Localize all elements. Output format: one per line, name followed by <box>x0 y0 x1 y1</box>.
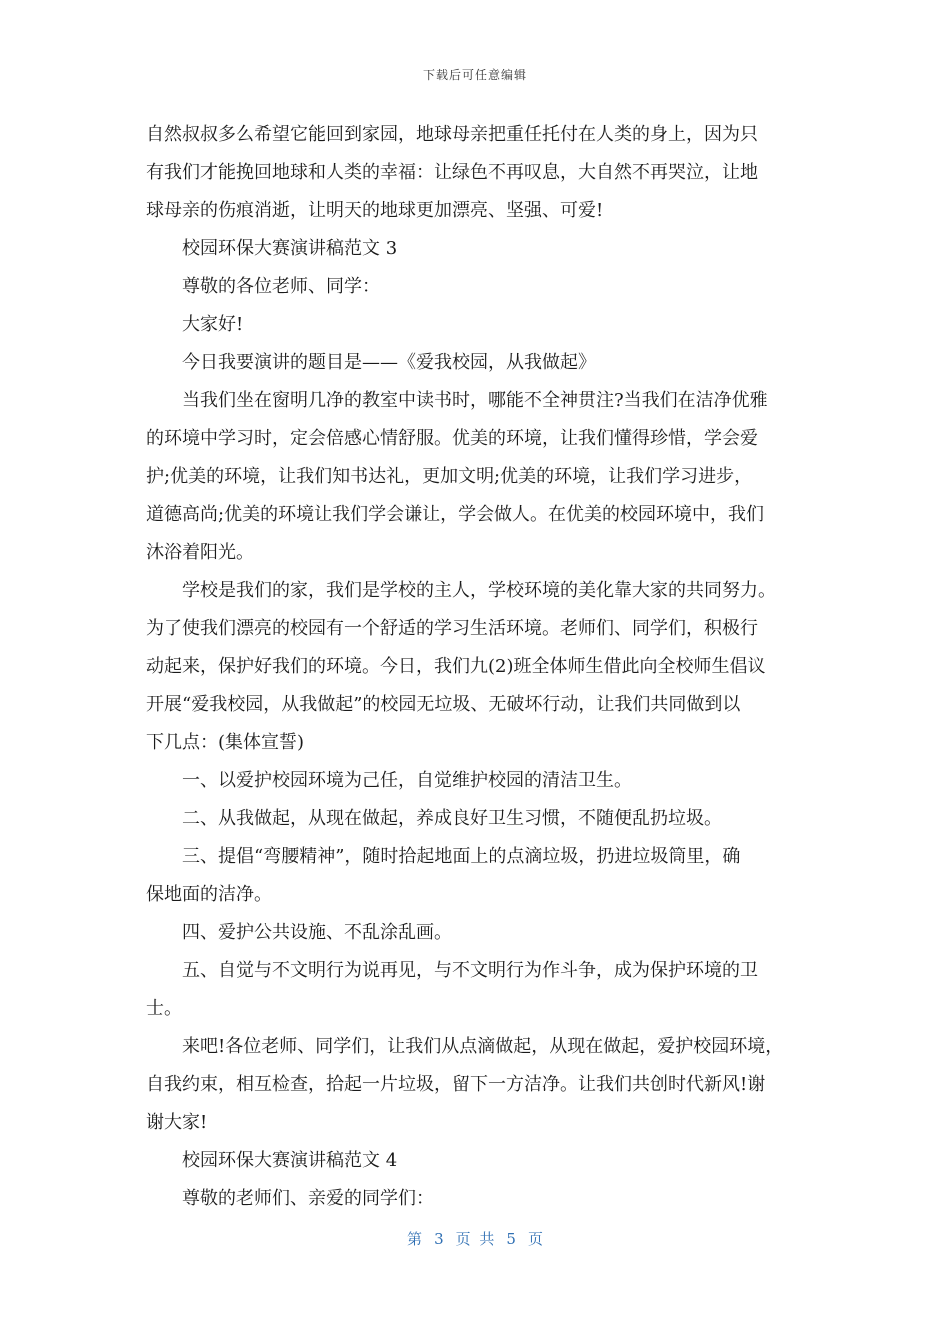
footer-current-page: 3 <box>434 1230 444 1248</box>
text-line: 下几点：(集体宣誓) <box>146 732 305 753</box>
text-line: 今日我要演讲的题目是——《爱我校园，从我做起》 <box>182 352 596 373</box>
footer-prefix: 第 <box>407 1230 423 1248</box>
text-line: 二、从我做起，从现在做起，养成良好卫生习惯，不随便乱扔垃圾。 <box>182 808 722 829</box>
text-line: 一、以爱护校园环境为己任，自觉维护校园的清洁卫生。 <box>182 770 632 791</box>
text-line: 护;优美的环境，让我们知书达礼，更加文明;优美的环境，让我们学习进步， <box>146 466 753 487</box>
footer-total-pages: 5 <box>506 1230 516 1248</box>
footer-middle: 页 共 <box>455 1230 495 1248</box>
text-line: 五、自觉与不文明行为说再见，与不文明行为作斗争，成为保护环境的卫 <box>182 960 758 981</box>
text-line: 四、爱护公共设施、不乱涂乱画。 <box>182 922 452 943</box>
text-line: 动起来，保护好我们的环境。今日，我们九(2)班全体师生借此向全校师生倡议 <box>146 656 766 677</box>
text-line: 来吧!各位老师、同学们，让我们从点滴做起，从现在做起，爱护校园环境， <box>182 1036 784 1057</box>
text-line: 自我约束，相互检查，拾起一片垃圾，留下一方洁净。让我们共创时代新风!谢 <box>146 1074 766 1095</box>
text-line: 道德高尚;优美的环境让我们学会谦让，学会做人。在优美的校园环境中，我们 <box>146 504 765 525</box>
text-line: 当我们坐在窗明几净的教室中读书时，哪能不全神贯注?当我们在洁净优雅 <box>182 390 768 411</box>
text-line: 保地面的洁净。 <box>146 884 272 905</box>
text-line: 的环境中学习时，定会倍感心情舒服。优美的环境，让我们懂得珍惜，学会爱 <box>146 428 758 449</box>
text-line: 士。 <box>146 998 182 1019</box>
text-line: 校园环保大赛演讲稿范文 4 <box>182 1150 398 1171</box>
text-line: 沐浴着阳光。 <box>146 542 254 563</box>
page-header: 下载后可任意编辑 <box>422 68 527 82</box>
text-line: 大家好! <box>182 314 244 335</box>
document-body <box>146 116 830 1218</box>
text-line: 尊敬的各位老师、同学： <box>182 276 380 297</box>
text-line: 为了使我们漂亮的校园有一个舒适的学习生活环境。老师们、同学们，积极行 <box>146 618 758 639</box>
text-line: 球母亲的伤痕消逝，让明天的地球更加漂亮、坚强、可爱! <box>146 200 604 221</box>
footer-suffix: 页 <box>527 1230 543 1248</box>
text-line: 开展“爱我校园，从我做起”的校园无垃圾、无破坏行动，让我们共同做到以 <box>146 694 741 715</box>
text-line: 学校是我们的家，我们是学校的主人，学校环境的美化靠大家的共同努力。 <box>182 580 776 601</box>
text-line: 有我们才能挽回地球和人类的幸福：让绿色不再叹息，大自然不再哭泣，让地 <box>146 162 758 183</box>
text-line: 自然叔叔多么希望它能回到家园，地球母亲把重任托付在人类的身上，因为只 <box>146 124 758 145</box>
page-footer <box>0 1228 950 1249</box>
text-line: 谢大家! <box>146 1112 208 1133</box>
text-line: 三、提倡“弯腰精神”，随时拾起地面上的点滴垃圾，扔进垃圾筒里，确 <box>182 846 741 867</box>
text-line: 尊敬的老师们、亲爱的同学们： <box>182 1188 434 1209</box>
text-line: 校园环保大赛演讲稿范文 3 <box>182 238 398 259</box>
